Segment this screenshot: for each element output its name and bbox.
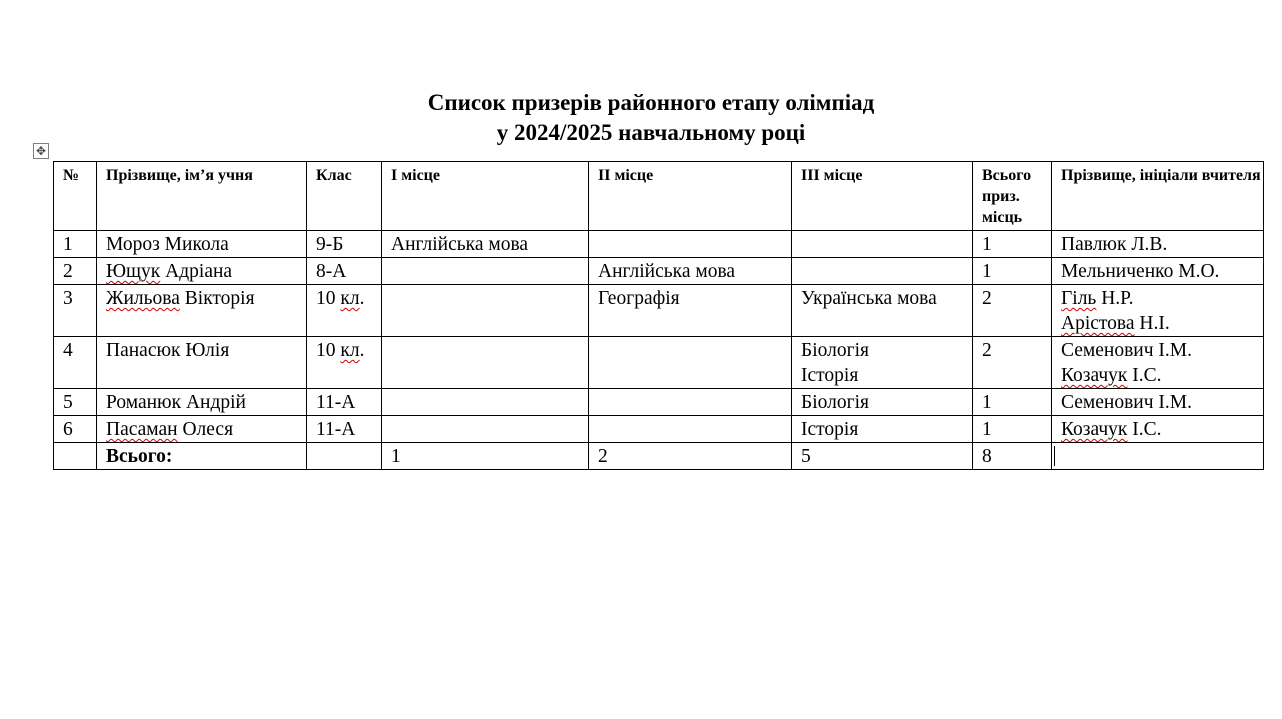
cell-third-place[interactable] [792, 416, 973, 443]
cell-number-empty[interactable] [54, 443, 97, 470]
cell-teacher[interactable] [1052, 416, 1264, 443]
teacher-name: Семенович І.М. [1061, 392, 1192, 413]
title-line-1: Список призерів районного етапу олімпіад [427, 90, 875, 115]
cell-teacher[interactable] [1052, 389, 1264, 416]
cell-student-name[interactable]: Панасюк Юлія [97, 337, 307, 389]
table-row [54, 258, 1264, 285]
cell-third-place[interactable] [792, 389, 973, 416]
cell-first-place[interactable] [382, 258, 589, 285]
header-number: № [54, 162, 97, 231]
title-line-2: у 2024/2025 навчальному році [496, 120, 806, 145]
table-row [54, 337, 1264, 389]
spell-flagged-word: кл [340, 288, 360, 309]
cell-total-places[interactable]: 1 [973, 258, 1052, 285]
text-cursor [1054, 446, 1055, 466]
cell-first-place[interactable] [382, 389, 589, 416]
cell-second-place[interactable]: Географія [589, 285, 792, 337]
cell-second-place[interactable] [589, 337, 792, 389]
cell-third-place[interactable] [792, 231, 973, 258]
cell-total-places[interactable]: 1 [973, 416, 1052, 443]
cell-second-place[interactable] [589, 416, 792, 443]
cell-teacher[interactable] [1052, 258, 1264, 285]
cell-second-place[interactable] [589, 231, 792, 258]
subject-name: Українська мова [801, 288, 937, 309]
cell-first-place[interactable] [382, 337, 589, 389]
cell-student-name[interactable]: Романюк Андрій [97, 389, 307, 416]
cell-class[interactable]: 8-А [307, 258, 382, 285]
cell-class[interactable]: 10 кл. [307, 337, 382, 389]
cell-number[interactable]: 5 [54, 389, 97, 416]
teacher-name: Козачук І.С. [1061, 365, 1162, 386]
cell-third-place-total[interactable]: 5 [792, 443, 973, 470]
subject-name: Біологія [801, 340, 869, 361]
cell-class[interactable]: 11-А [307, 416, 382, 443]
subject-name: Історія [801, 365, 859, 386]
cell-teacher[interactable] [1052, 285, 1264, 337]
header-second-place: ІІ місце [589, 162, 792, 231]
teacher-name: Павлюк Л.В. [1061, 234, 1168, 255]
prizewinners-table [53, 161, 1264, 470]
cell-total-places[interactable]: 2 [973, 285, 1052, 337]
subject-name: Історія [801, 419, 859, 440]
cell-third-place[interactable] [792, 258, 973, 285]
cell-total-places[interactable]: 1 [973, 389, 1052, 416]
header-teacher: Прізвище, ініціали вчителя [1052, 162, 1264, 231]
table-header-row [54, 162, 1264, 231]
cell-student-name[interactable]: Мороз Микола [97, 231, 307, 258]
cell-number[interactable]: 6 [54, 416, 97, 443]
cell-class-empty[interactable] [307, 443, 382, 470]
spell-flagged-word: Жильова [106, 288, 180, 309]
header-class: Клас [307, 162, 382, 231]
table-row [54, 389, 1264, 416]
cell-third-place[interactable] [792, 285, 973, 337]
cell-student-name[interactable]: Жильова Вікторія [97, 285, 307, 337]
cell-number[interactable]: 2 [54, 258, 97, 285]
cell-number[interactable]: 3 [54, 285, 97, 337]
cell-total-places[interactable]: 1 [973, 231, 1052, 258]
table-move-handle-icon[interactable]: ✥ [33, 143, 49, 159]
spell-flagged-word: кл [340, 340, 360, 361]
table-totals-row [54, 443, 1264, 470]
teacher-name: Семенович І.М. [1061, 340, 1192, 361]
cell-total-places[interactable]: 2 [973, 337, 1052, 389]
cell-number[interactable]: 1 [54, 231, 97, 258]
header-third-place: ІІІ місце [792, 162, 973, 231]
cell-class[interactable]: 11-А [307, 389, 382, 416]
table-row [54, 416, 1264, 443]
cell-student-name[interactable]: Ющук Адріана [97, 258, 307, 285]
document-title [0, 88, 1282, 148]
cell-teacher[interactable] [1052, 231, 1264, 258]
cell-class[interactable]: 10 кл. [307, 285, 382, 337]
cell-class[interactable]: 9-Б [307, 231, 382, 258]
subject-name: Біологія [801, 392, 869, 413]
cell-first-place[interactable] [382, 285, 589, 337]
teacher-name: Козачук І.С. [1061, 419, 1162, 440]
cell-second-place-total[interactable]: 2 [589, 443, 792, 470]
cell-third-place[interactable] [792, 337, 973, 389]
cell-first-place-total[interactable]: 1 [382, 443, 589, 470]
cell-first-place[interactable]: Англійська мова [382, 231, 589, 258]
teacher-name: Гіль Н.Р. [1061, 288, 1134, 309]
teacher-name: Арістова Н.І. [1061, 313, 1170, 334]
cell-totals-label[interactable]: Всього: [97, 443, 307, 470]
table-row [54, 285, 1264, 337]
cell-teacher-empty[interactable] [1052, 443, 1264, 470]
cell-teacher[interactable] [1052, 337, 1264, 389]
cell-number[interactable]: 4 [54, 337, 97, 389]
header-total-places: Всього приз. місць [973, 162, 1052, 231]
cell-second-place[interactable] [589, 389, 792, 416]
cell-grand-total[interactable]: 8 [973, 443, 1052, 470]
cell-second-place[interactable]: Англійська мова [589, 258, 792, 285]
cell-student-name[interactable]: Пасаман Олеся [97, 416, 307, 443]
spell-flagged-word: Ющук [106, 261, 161, 282]
header-first-place: І місце [382, 162, 589, 231]
header-student-name: Прізвище, ім’я учня [97, 162, 307, 231]
cell-first-place[interactable] [382, 416, 589, 443]
spell-flagged-word: Пасаман [106, 419, 178, 440]
teacher-name: Мельниченко М.О. [1061, 261, 1220, 282]
table-row [54, 231, 1264, 258]
